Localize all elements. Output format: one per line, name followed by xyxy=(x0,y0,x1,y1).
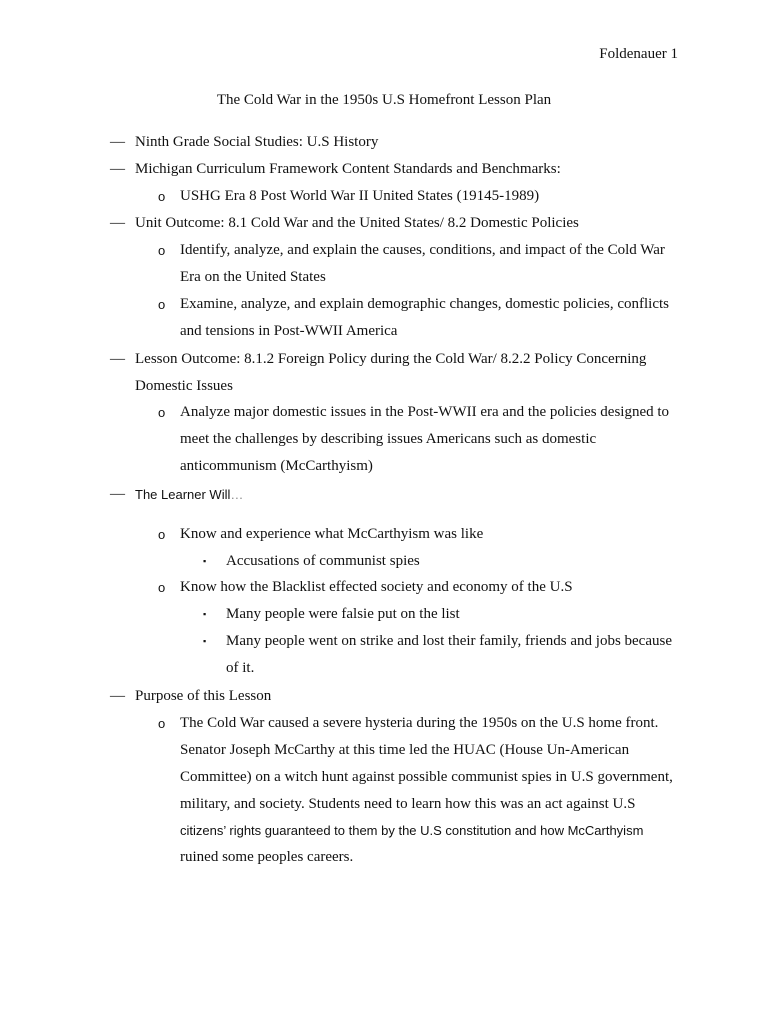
sub-bullet-text: meet the challenges by describing issues Americans such as domestic xyxy=(180,431,597,447)
sub-sub-bullet-text: Many people were falsie put on the list xyxy=(226,606,460,622)
sub-bullet-text: citizens’ rights guaranteed to them by the U.S constitution and how McCarthyism xyxy=(180,823,644,838)
page-header: Foldenauer 1 xyxy=(599,46,678,62)
bullet-text: Lesson Outcome: 8.1.2 Foreign Policy during the Cold War/ 8.2.2 Policy Concerning xyxy=(135,351,647,367)
sub-sub-bullet-text: of it. xyxy=(226,660,255,676)
dash-marker: — xyxy=(110,688,125,704)
bullet-text: Purpose of this Lesson xyxy=(135,688,272,704)
circle-marker: o xyxy=(158,243,166,258)
square-marker: ▪ xyxy=(203,609,207,619)
learner-will-text: The Learner Will xyxy=(135,487,231,502)
sub-bullet-text: Committee) on a witch hunt against possible communist spies in U.S government, xyxy=(180,769,673,785)
bullet-text: Domestic Issues xyxy=(135,378,233,394)
dash-marker: — xyxy=(110,134,125,150)
sub-bullet-text: Senator Joseph McCarthy at this time led the HUAC (House Un-American xyxy=(180,742,630,758)
ellipsis: … xyxy=(230,487,244,502)
sub-sub-bullet-text: Many people went on strike and lost their family, friends and jobs because xyxy=(226,633,672,649)
sub-bullet-text: Examine, analyze, and explain demographic changes, domestic policies, conflicts xyxy=(180,296,669,312)
sub-bullet-text: Era on the United States xyxy=(180,269,326,285)
dash-marker: — xyxy=(110,215,125,231)
square-marker: ▪ xyxy=(203,556,207,566)
bullet-text: Ninth Grade Social Studies: U.S History xyxy=(135,134,379,150)
sub-bullet-text: Identify, analyze, and explain the causes, conditions, and impact of the Cold War xyxy=(180,242,665,258)
bullet-text: Michigan Curriculum Framework Content Standards and Benchmarks: xyxy=(135,161,561,177)
circle-marker: o xyxy=(158,580,166,595)
bullet-text xyxy=(135,481,243,508)
circle-marker: o xyxy=(158,405,166,420)
sub-bullet-text: The Cold War caused a severe hysteria during the 1950s on the U.S home front. xyxy=(180,715,659,731)
circle-marker: o xyxy=(158,189,166,204)
sub-sub-bullet-text: Accusations of communist spies xyxy=(226,553,420,569)
square-marker: ▪ xyxy=(203,636,207,646)
dash-marker: — xyxy=(110,161,125,177)
circle-marker: o xyxy=(158,297,166,312)
sub-bullet-text: USHG Era 8 Post World War II United States (19145-1989) xyxy=(180,188,540,204)
document-title: The Cold War in the 1950s U.S Homefront Lesson Plan xyxy=(216,92,552,108)
sub-bullet-text: military, and society. Students need to learn how this was an act against U.S xyxy=(180,796,636,812)
sub-bullet-text: and tensions in Post-WWII America xyxy=(180,323,398,339)
dash-marker: — xyxy=(110,351,125,367)
sub-bullet-text: Know how the Blacklist effected society and economy of the U.S xyxy=(180,579,573,595)
sub-bullet-text: anticommunism (McCarthyism) xyxy=(180,458,373,474)
dash-marker: — xyxy=(110,486,125,502)
sub-bullet-text: Analyze major domestic issues in the Post-WWII era and the policies designed to xyxy=(180,404,670,420)
circle-marker: o xyxy=(158,716,166,731)
circle-marker: o xyxy=(158,527,166,542)
sub-bullet-text: Know and experience what McCarthyism was like xyxy=(180,526,484,542)
sub-bullet-text: ruined some peoples careers. xyxy=(180,849,354,865)
bullet-text: Unit Outcome: 8.1 Cold War and the United States/ 8.2 Domestic Policies xyxy=(135,215,579,231)
